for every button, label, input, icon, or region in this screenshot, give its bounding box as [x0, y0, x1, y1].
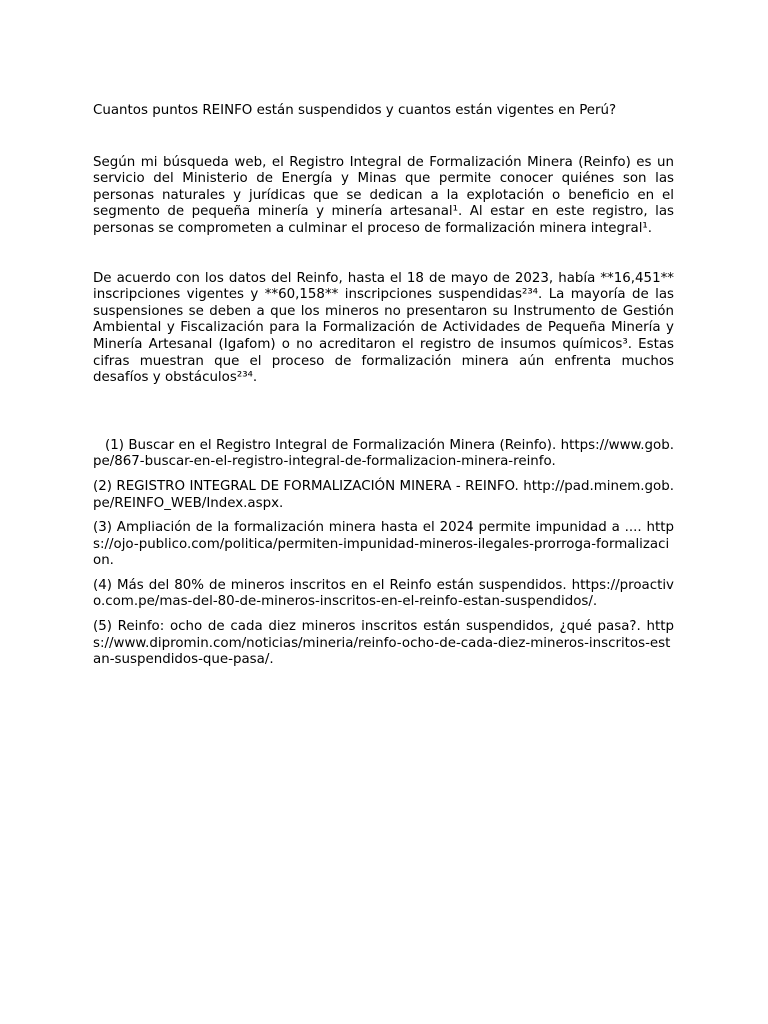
answer-paragraph-2: De acuerdo con los datos del Reinfo, hasta el 18 de mayo de 2023, había **16,451** inscripciones vigentes y **60,158** inscripciones suspendidas²³⁴. La mayoría de las suspensiones se deben a que los mineros no presentaron su Instrumento de Gestión Ambiental y Fiscalización para la Formalización de Actividades de Pequeña Minería y Minería Artesanal (Igafom) o no acreditaron el registro de insumos químicos³. Estas cifras muestran que el proceso de formalización minera aún enfrenta muchos desafíos y obstáculos²³⁴.: [93, 270, 674, 386]
reference-4-title: (4) Más del 80% de mineros inscritos en el Reinfo están suspendidos.: [93, 577, 567, 593]
document-page: [93, 103, 674, 677]
answer-paragraph-1: Según mi búsqueda web, el Registro Integral de Formalización Minera (Reinfo) es un servicio del Ministerio de Energía y Minas que permite conocer quiénes son las personas naturales y jurídicas que se dedican a la explotación o beneficio en el segmento de pequeña minería y minería artesanal¹. Al estar en este registro, las personas se comprometen a culminar el proceso de formalización minera integral¹.: [93, 154, 674, 236]
reference-1: [93, 438, 674, 471]
reference-2: [93, 479, 674, 512]
reference-1-url[interactable]: https://www.gob.pe/867-buscar-en-el-registro-integral-de-formalizacion-minera-reinfo.: [93, 437, 674, 470]
reference-1-title: (1) Buscar en el Registro Integral de Formalización Minera (Reinfo).: [105, 437, 557, 453]
question-heading: Cuantos puntos REINFO están suspendidos y cuantos están vigentes en Perú?: [93, 103, 617, 118]
reference-5: [93, 619, 674, 669]
reference-2-title: (2) REGISTRO INTEGRAL DE FORMALIZACIÓN MINERA - REINFO.: [93, 478, 519, 494]
reference-4: [93, 578, 674, 611]
reference-3-title: (3) Ampliación de la formalización minera hasta el 2024 permite impunidad a ....: [93, 520, 642, 536]
reference-2-url[interactable]: http://pad.minem.gob.pe/REINFO_WEB/Index.aspx.: [93, 478, 674, 511]
reference-4-url[interactable]: https://proactivo.com.pe/mas-del-80-de-mineros-inscritos-en-el-reinfo-estan-suspendidos/.: [93, 577, 674, 610]
reference-3: [93, 520, 674, 570]
references-list: [93, 438, 674, 669]
reference-5-url[interactable]: https://www.dipromin.com/noticias/mineria/reinfo-ocho-de-cada-diez-mineros-inscritos-estan-suspendidos-que-pasa/.: [93, 619, 674, 668]
reference-3-url[interactable]: https://ojo-publico.com/politica/permiten-impunidad-mineros-ilegales-prorroga-formalizacion.: [93, 520, 674, 569]
reference-5-title: (5) Reinfo: ocho de cada diez mineros inscritos están suspendidos, ¿qué pasa?.: [93, 619, 641, 635]
